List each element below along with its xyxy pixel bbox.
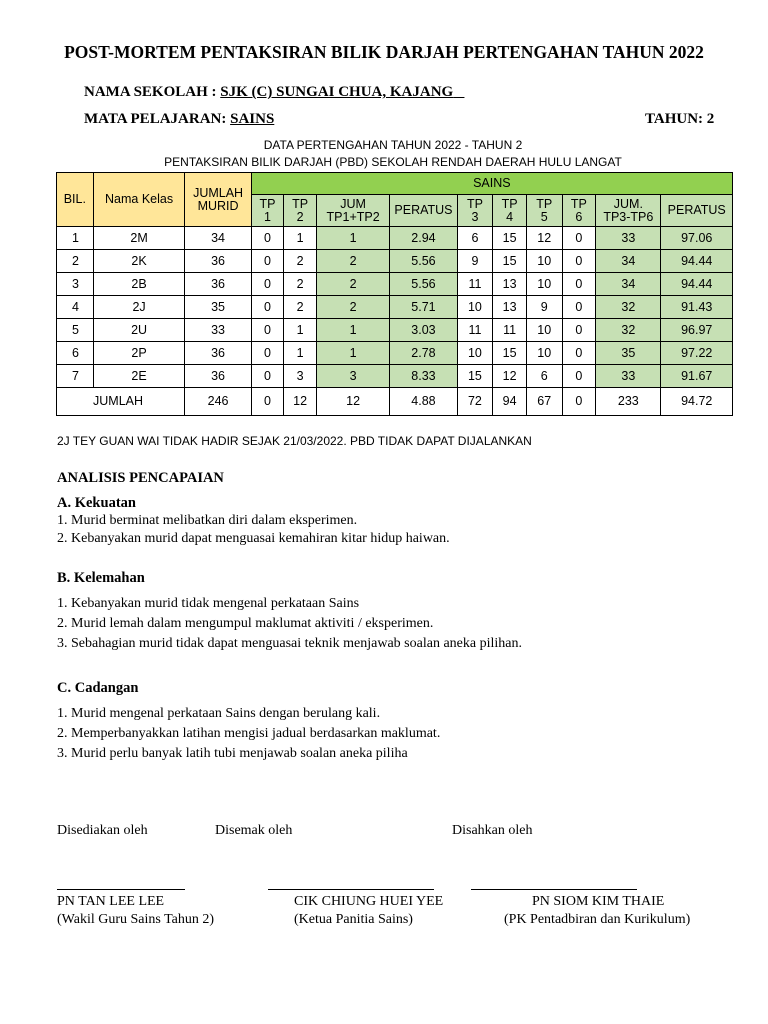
table-cell: 2B bbox=[93, 273, 185, 296]
kelemahan-item: 1. Kebanyakan murid tidak mengenal perkataan Sains bbox=[57, 596, 360, 611]
subject-line bbox=[84, 111, 274, 128]
total-cell: 67 bbox=[526, 388, 562, 416]
table-cell: 91.43 bbox=[661, 296, 733, 319]
table-cell: 10 bbox=[526, 319, 562, 342]
table-cell: 91.67 bbox=[661, 365, 733, 388]
kelemahan-item: 2. Murid lemah dalam mengumpul maklumat aktiviti / eksperimen. bbox=[57, 616, 434, 631]
table-cell: 0 bbox=[251, 319, 284, 342]
absence-note: 2J TEY GUAN WAI TIDAK HADIR SEJAK 21/03/2022. PBD TIDAK DAPAT DIJALANKAN bbox=[57, 434, 532, 448]
table-cell: 2P bbox=[93, 342, 185, 365]
table-cell: 10 bbox=[457, 296, 493, 319]
table-cell: 94.44 bbox=[661, 273, 733, 296]
table-row bbox=[57, 342, 733, 365]
checked-role: (Ketua Panitia Sains) bbox=[294, 912, 413, 927]
header-tp1: TP 1 bbox=[251, 195, 284, 227]
table-cell: 0 bbox=[251, 365, 284, 388]
table-cell: 0 bbox=[562, 342, 596, 365]
checked-name: CIK CHIUNG HUEI YEE bbox=[294, 894, 444, 909]
table-cell: 32 bbox=[596, 296, 661, 319]
prepared-role: (Wakil Guru Sains Tahun 2) bbox=[57, 912, 215, 927]
table-row bbox=[57, 319, 733, 342]
cadangan-title: C. Cadangan bbox=[57, 680, 139, 696]
kekuatan-item: 1. Murid berminat melibatkan diri dalam eksperimen. bbox=[57, 513, 358, 528]
header-jum-tp3-tp6: JUM. TP3-TP6 bbox=[596, 195, 661, 227]
table-cell: 3 bbox=[316, 365, 389, 388]
table-cell: 10 bbox=[526, 250, 562, 273]
table-cell: 3 bbox=[284, 365, 317, 388]
total-cell: 94.72 bbox=[661, 388, 733, 416]
table-cell: 2 bbox=[284, 250, 317, 273]
pbd-table bbox=[56, 172, 733, 416]
table-cell: 96.97 bbox=[661, 319, 733, 342]
table-cell: 5.56 bbox=[390, 273, 457, 296]
table-cell: 34 bbox=[185, 227, 251, 250]
table-cell: 35 bbox=[185, 296, 251, 319]
kekuatan-title: A. Kekuatan bbox=[57, 495, 136, 511]
table-row bbox=[57, 273, 733, 296]
school-label: NAMA SEKOLAH : bbox=[84, 84, 217, 100]
table-cell: 1 bbox=[284, 342, 317, 365]
table-cell: 0 bbox=[562, 273, 596, 296]
table-cell: 0 bbox=[251, 250, 284, 273]
table-cell: 12 bbox=[526, 227, 562, 250]
table-cell: 2 bbox=[284, 273, 317, 296]
header-peratus-1: PERATUS bbox=[390, 195, 457, 227]
table-cell: 33 bbox=[596, 227, 661, 250]
table-cell: 35 bbox=[596, 342, 661, 365]
table-cell: 13 bbox=[493, 273, 527, 296]
total-row bbox=[57, 388, 733, 416]
header-jumlah-murid: JUMLAH MURID bbox=[185, 173, 251, 227]
table-cell: 2E bbox=[93, 365, 185, 388]
table-cell: 2M bbox=[93, 227, 185, 250]
table-cell: 3 bbox=[57, 273, 94, 296]
table-cell: 2 bbox=[316, 250, 389, 273]
subject-label: MATA PELAJARAN: bbox=[84, 111, 227, 127]
table-cell: 32 bbox=[596, 319, 661, 342]
table-cell: 1 bbox=[316, 227, 389, 250]
table-cell: 0 bbox=[251, 227, 284, 250]
table-cell: 7 bbox=[57, 365, 94, 388]
signature-line-approved bbox=[471, 889, 637, 890]
table-cell: 2 bbox=[57, 250, 94, 273]
approved-by-label: Disahkan oleh bbox=[452, 823, 533, 838]
kelemahan-item: 3. Sebahagian murid tidak dapat menguasai teknik menjawab soalan aneka pilihan. bbox=[57, 636, 522, 651]
school-line bbox=[84, 84, 464, 101]
table-cell: 6 bbox=[57, 342, 94, 365]
table-cell: 36 bbox=[185, 273, 251, 296]
table-cell: 0 bbox=[251, 342, 284, 365]
approved-role: (PK Pentadbiran dan Kurikulum) bbox=[504, 912, 691, 927]
checked-by-label: Disemak oleh bbox=[215, 823, 293, 838]
header-tp3: TP 3 bbox=[457, 195, 493, 227]
table-cell: 1 bbox=[316, 319, 389, 342]
header-tp6: TP 6 bbox=[562, 195, 596, 227]
table-cell: 2.94 bbox=[390, 227, 457, 250]
table-cell: 5.71 bbox=[390, 296, 457, 319]
total-cell: 246 bbox=[185, 388, 251, 416]
analysis-title: ANALISIS PENCAPAIAN bbox=[57, 470, 224, 486]
table-cell: 1 bbox=[316, 342, 389, 365]
table-row bbox=[57, 365, 733, 388]
table-cell: 34 bbox=[596, 250, 661, 273]
table-cell: 34 bbox=[596, 273, 661, 296]
table-cell: 0 bbox=[251, 273, 284, 296]
table-cell: 10 bbox=[526, 273, 562, 296]
total-label: JUMLAH bbox=[57, 388, 185, 416]
table-cell: 11 bbox=[457, 273, 493, 296]
table-row bbox=[57, 250, 733, 273]
approved-name: PN SIOM KIM THAIE bbox=[532, 894, 665, 909]
header-row-1 bbox=[57, 173, 733, 195]
table-cell: 0 bbox=[562, 250, 596, 273]
table-cell: 11 bbox=[457, 319, 493, 342]
table-cell: 12 bbox=[493, 365, 527, 388]
total-cell: 72 bbox=[457, 388, 493, 416]
total-cell: 0 bbox=[251, 388, 284, 416]
subject-name: SAINS bbox=[230, 111, 275, 127]
cadangan-item: 3. Murid perlu banyak latih tubi menjawab soalan aneka piliha bbox=[57, 746, 408, 761]
total-cell: 233 bbox=[596, 388, 661, 416]
table-cell: 1 bbox=[284, 227, 317, 250]
table-cell: 4 bbox=[57, 296, 94, 319]
table-cell: 6 bbox=[526, 365, 562, 388]
table-cell: 15 bbox=[493, 250, 527, 273]
total-cell: 12 bbox=[316, 388, 389, 416]
signature-line-prepared bbox=[57, 889, 185, 890]
table-cell: 8.33 bbox=[390, 365, 457, 388]
prepared-by-label: Disediakan oleh bbox=[57, 823, 148, 838]
table-cell: 6 bbox=[457, 227, 493, 250]
table-cell: 9 bbox=[526, 296, 562, 319]
table-cell: 2 bbox=[284, 296, 317, 319]
total-cell: 12 bbox=[284, 388, 317, 416]
header-tp4: TP 4 bbox=[493, 195, 527, 227]
year-label: TAHUN: 2 bbox=[645, 111, 715, 127]
table-cell: 2U bbox=[93, 319, 185, 342]
header-tp2: TP 2 bbox=[284, 195, 317, 227]
cadangan-item: 2. Memperbanyakkan latihan mengisi jadual berdasarkan maklumat. bbox=[57, 726, 441, 741]
total-cell: 0 bbox=[562, 388, 596, 416]
table-cell: 97.22 bbox=[661, 342, 733, 365]
table-cell: 3.03 bbox=[390, 319, 457, 342]
table-cell: 1 bbox=[57, 227, 94, 250]
table-cell: 2K bbox=[93, 250, 185, 273]
table-cell: 0 bbox=[562, 227, 596, 250]
table-cell: 15 bbox=[493, 227, 527, 250]
document-title: POST-MORTEM PENTAKSIRAN BILIK DARJAH PERTENGAHAN TAHUN 2022 bbox=[64, 42, 704, 62]
table-caption-1: DATA PERTENGAHAN TAHUN 2022 - TAHUN 2 bbox=[263, 138, 523, 152]
prepared-name: PN TAN LEE LEE bbox=[57, 894, 165, 909]
signature-line-checked bbox=[268, 889, 434, 890]
table-cell: 0 bbox=[562, 296, 596, 319]
table-cell: 10 bbox=[526, 342, 562, 365]
table-cell: 5 bbox=[57, 319, 94, 342]
table-cell: 11 bbox=[493, 319, 527, 342]
total-cell: 94 bbox=[493, 388, 527, 416]
table-cell: 33 bbox=[185, 319, 251, 342]
table-body bbox=[57, 227, 733, 388]
table-cell: 1 bbox=[284, 319, 317, 342]
table-cell: 36 bbox=[185, 365, 251, 388]
table-cell: 15 bbox=[457, 365, 493, 388]
table-cell: 5.56 bbox=[390, 250, 457, 273]
table-cell: 36 bbox=[185, 250, 251, 273]
school-name: SJK (C) SUNGAI CHUA, KAJANG bbox=[220, 84, 454, 100]
header-nama-kelas: Nama Kelas bbox=[93, 173, 185, 227]
table-cell: 0 bbox=[251, 296, 284, 319]
table-cell: 2 bbox=[316, 273, 389, 296]
header-jum-tp1-tp2: JUM TP1+TP2 bbox=[316, 195, 389, 227]
header-peratus-2: PERATUS bbox=[661, 195, 733, 227]
kelemahan-title: B. Kelemahan bbox=[57, 570, 145, 586]
table-cell: 0 bbox=[562, 319, 596, 342]
table-cell: 33 bbox=[596, 365, 661, 388]
table-cell: 94.44 bbox=[661, 250, 733, 273]
table-cell: 15 bbox=[493, 342, 527, 365]
table-cell: 2 bbox=[316, 296, 389, 319]
table-cell: 13 bbox=[493, 296, 527, 319]
header-sains: SAINS bbox=[251, 173, 732, 195]
header-tp5: TP 5 bbox=[526, 195, 562, 227]
table-cell: 9 bbox=[457, 250, 493, 273]
table-row bbox=[57, 227, 733, 250]
table-cell: 2J bbox=[93, 296, 185, 319]
kekuatan-item: 2. Kebanyakan murid dapat menguasai kemahiran kitar hidup haiwan. bbox=[57, 531, 450, 546]
table-cell: 0 bbox=[562, 365, 596, 388]
table-cell: 2.78 bbox=[390, 342, 457, 365]
total-cell: 4.88 bbox=[390, 388, 457, 416]
table-cell: 36 bbox=[185, 342, 251, 365]
cadangan-item: 1. Murid mengenal perkataan Sains dengan berulang kali. bbox=[57, 706, 381, 721]
table-cell: 97.06 bbox=[661, 227, 733, 250]
table-row bbox=[57, 296, 733, 319]
header-bil: BIL. bbox=[57, 173, 94, 227]
table-caption-2: PENTAKSIRAN BILIK DARJAH (PBD) SEKOLAH RENDAH DAERAH HULU LANGAT bbox=[164, 155, 622, 169]
table-cell: 10 bbox=[457, 342, 493, 365]
